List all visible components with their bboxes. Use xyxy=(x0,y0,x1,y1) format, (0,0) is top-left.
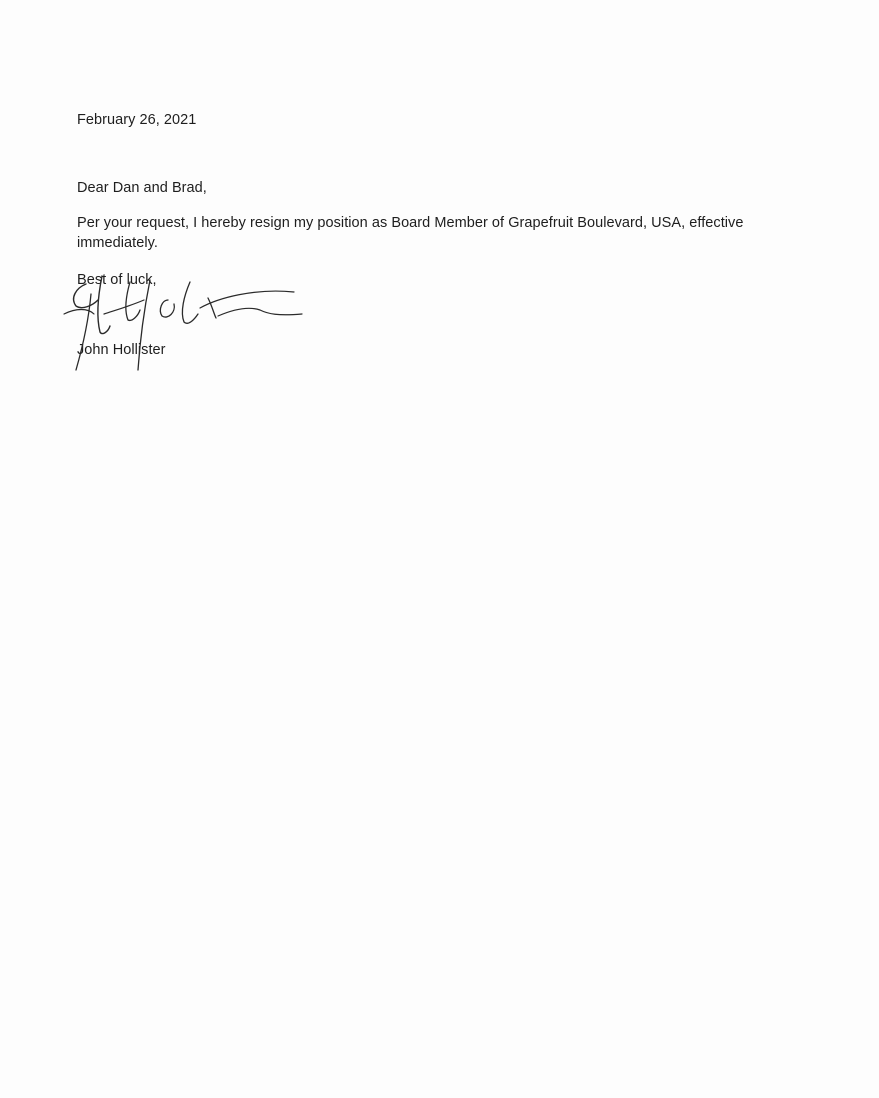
letter-body: Per your request, I hereby resign my position as Board Member of Grapefruit Boulevard, USA, effective immediately. xyxy=(77,215,744,251)
letter-date: February 26, 2021 xyxy=(77,112,197,128)
letter-closing: Best of luck, xyxy=(77,272,157,288)
handwritten-signature-icon xyxy=(58,270,308,380)
signer-name: John Hollister xyxy=(77,342,166,358)
letter-salutation: Dear Dan and Brad, xyxy=(77,180,207,196)
